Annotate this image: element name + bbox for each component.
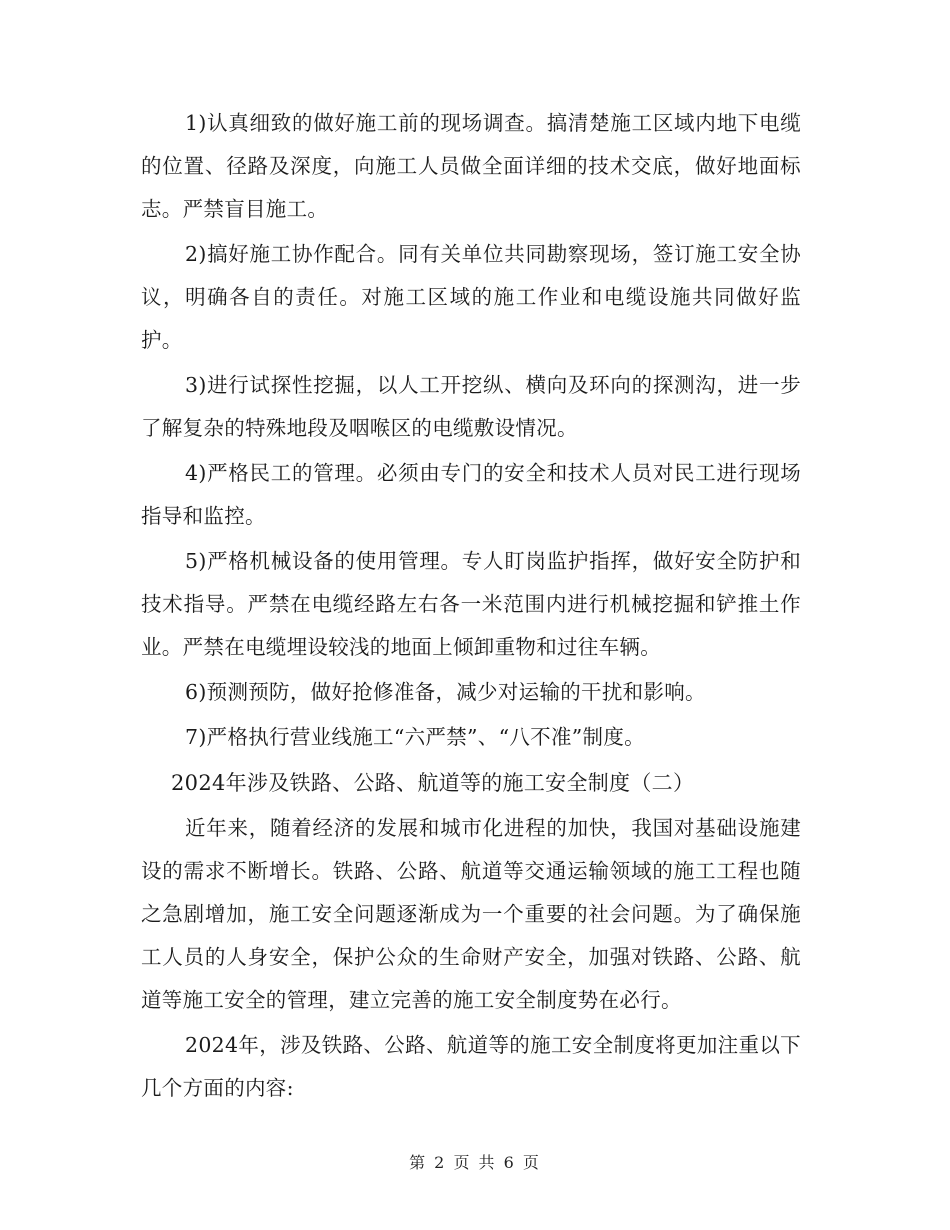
paragraph-item-1: 1)认真细致的做好施工前的现场调查。搞清楚施工区域内地下电缆的位置、径路及深度，向施工人员做全面详细的技术交底，做好地面标志。严禁盲目施工。 [141,111,801,221]
paragraph-item-7: 7)严格执行营业线施工“六严禁”、“八不准”制度。 [185,725,645,749]
paragraph-intro: 近年来，随着经济的发展和城市化进程的加快，我国对基础设施建设的需求不断增长。铁路、公路、航道等交通运输领域的施工工程也随之急剧增加，施工安全问题逐渐成为一个重要的社会问题。为了确保施工人员的人身安全，保护公众的生命财产安全，加强对铁路、公路、航道等施工安全的管理，建立完善的施工安全制度势在必行。 [141,816,801,1012]
paragraph-lead-in: 2024年，涉及铁路、公路、航道等的施工安全制度将更加注重以下几个方面的内容: [141,1033,801,1100]
paragraph-item-5: 5)严格机械设备的使用管理。专人盯岗监护指挥，做好安全防护和技术指导。严禁在电缆经路左右各一米范围内进行机械挖掘和铲推土作业。严禁在电缆埋设较浅的地面上倾卸重物和过往车辆。 [141,549,801,659]
paragraph-item-4: 4)严格民工的管理。必须由专门的安全和技术人员对民工进行现场指导和监控。 [141,461,801,528]
paragraph-item-6: 6)预测预防，做好抢修准备，减少对运输的干扰和影响。 [185,680,706,704]
section-heading: 2024年涉及铁路、公路、航道等的施工安全制度（二） [171,771,695,795]
paragraph-item-2: 2)搞好施工协作配合。同有关单位共同勘察现场，签订施工安全协议，明确各自的责任。对施工区域的施工作业和电缆设施共同做好监护。 [141,242,801,352]
document-body [141,102,801,1112]
page-number-footer: 第 2 页 共 6 页 [409,1153,541,1172]
paragraph-item-3: 3)进行试探性挖掘，以人工开挖纵、横向及环向的探测沟，进一步了解复杂的特殊地段及咽喉区的电缆敷设情况。 [141,373,801,440]
